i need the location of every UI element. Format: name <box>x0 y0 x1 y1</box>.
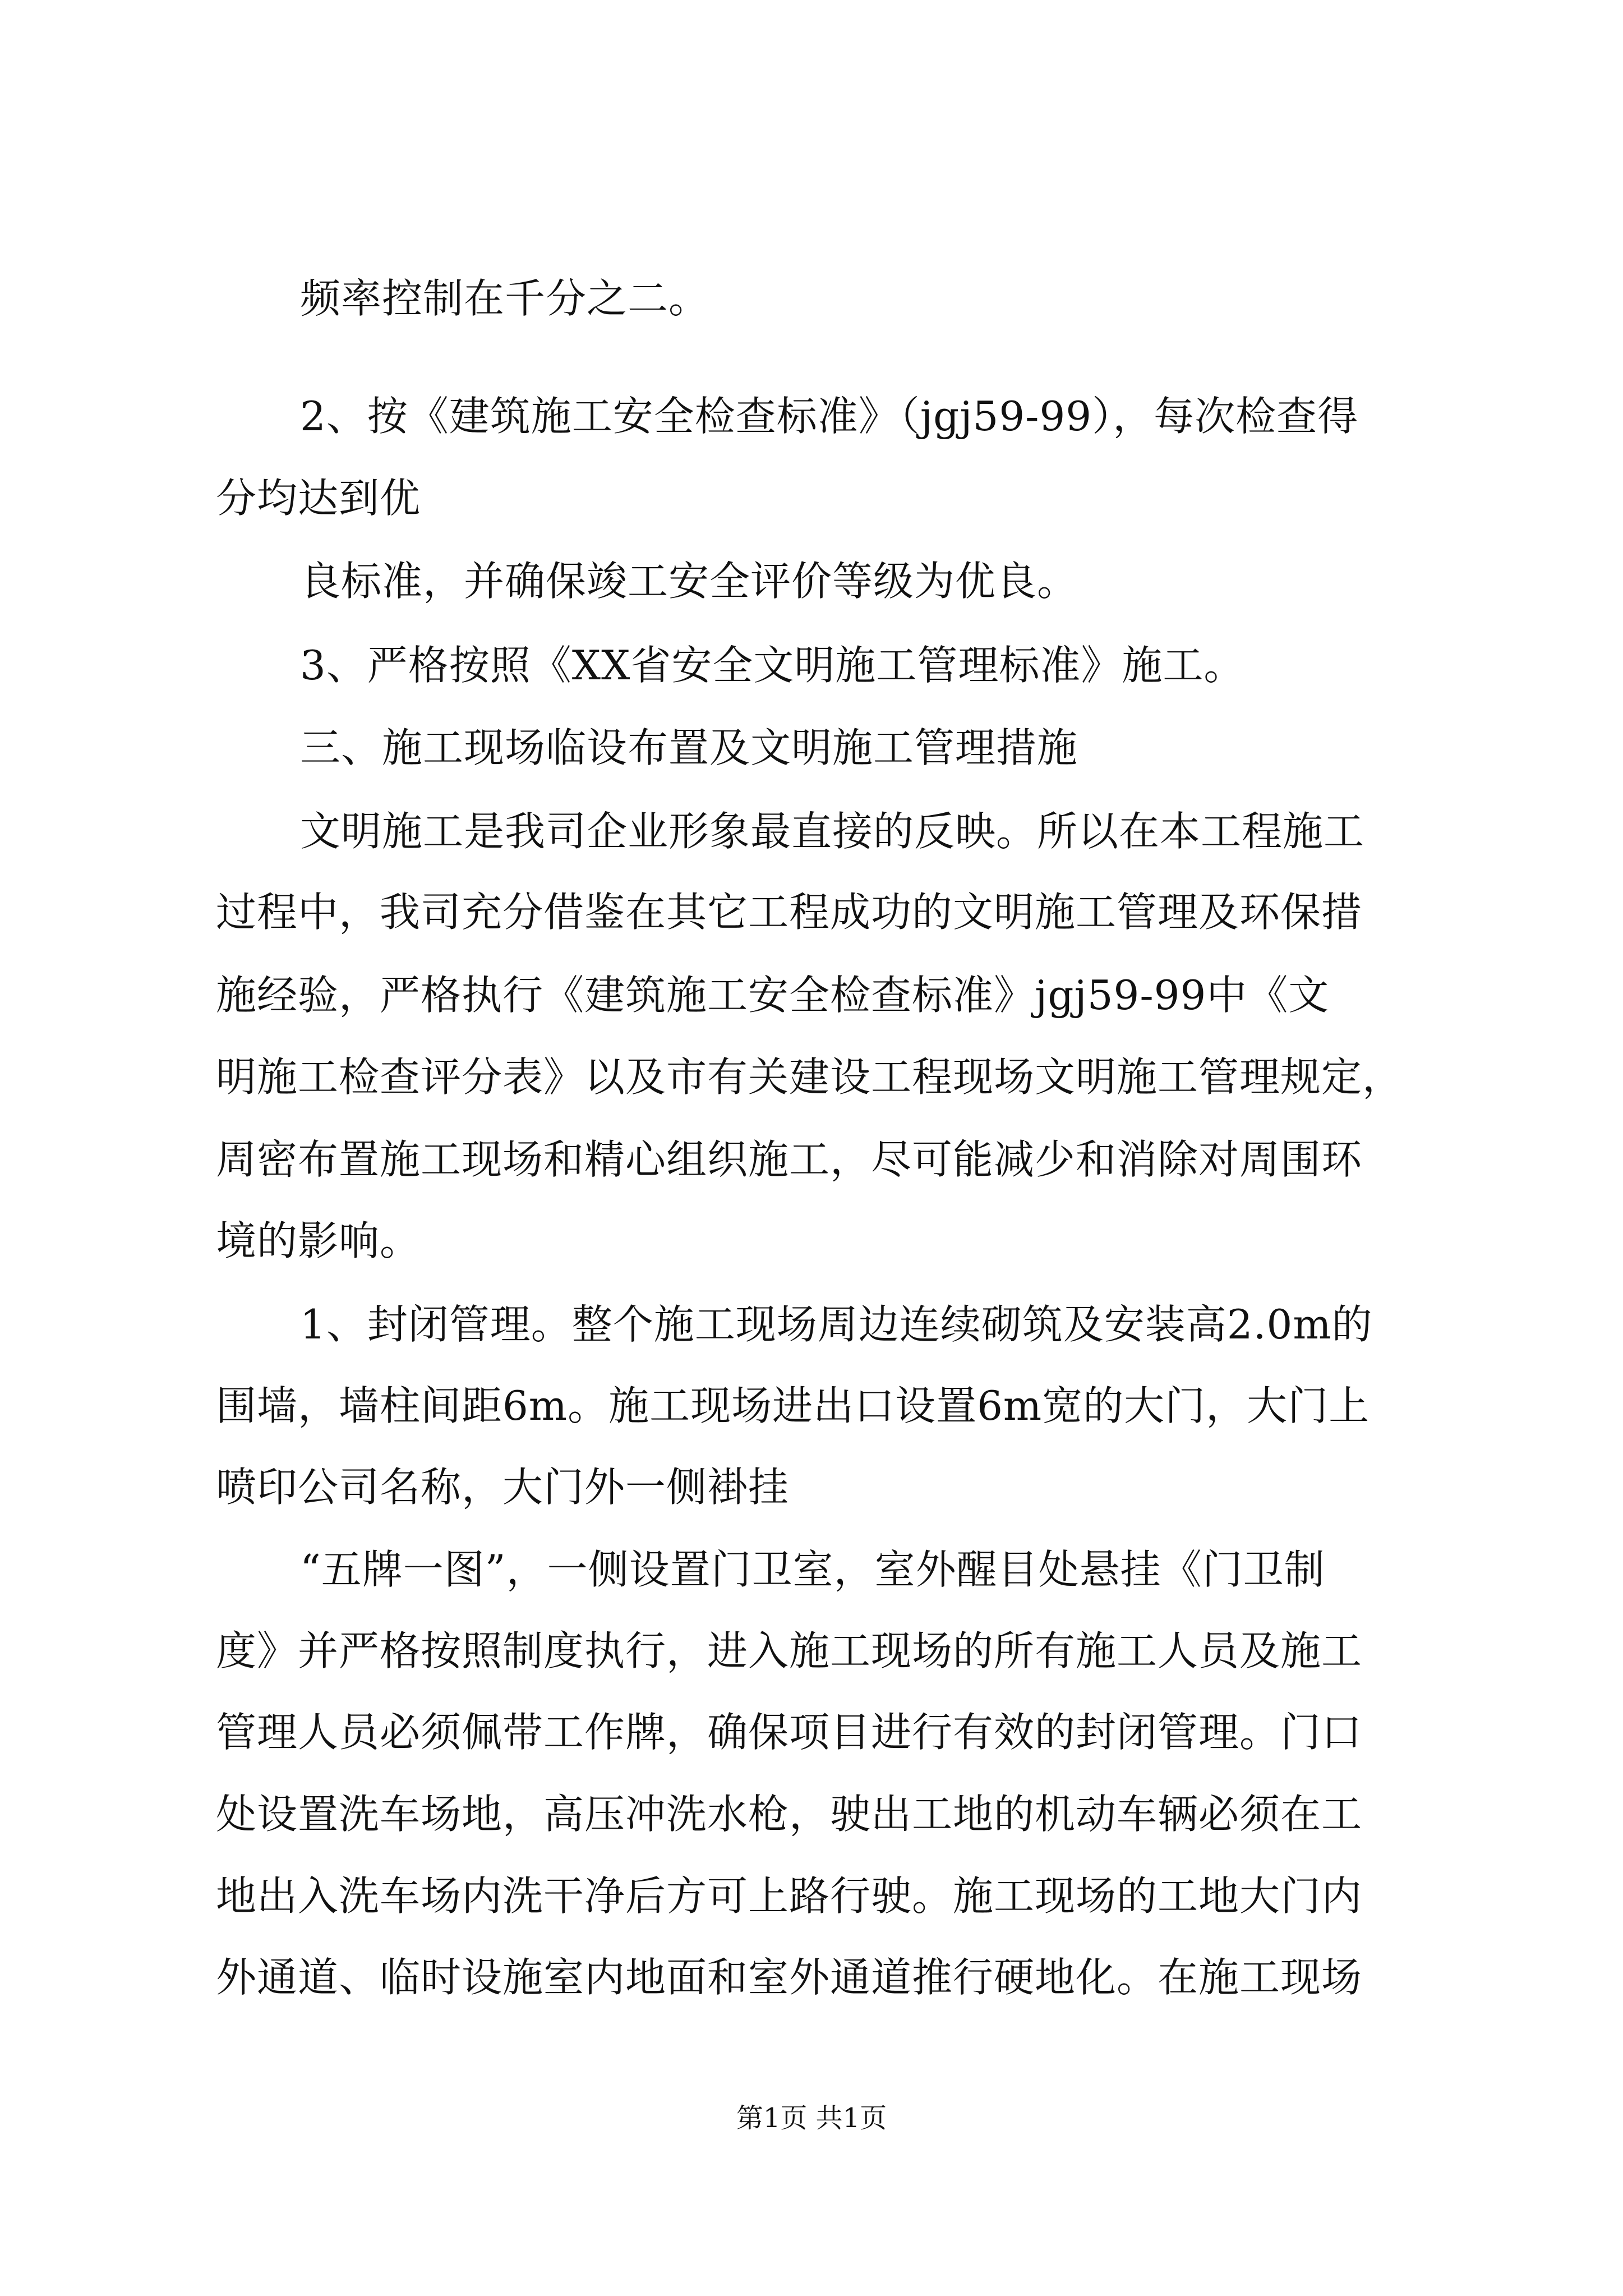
text-line: 境的影响。 <box>216 1217 421 1264</box>
text-line: 喷印公司名称，大门外一侧褂挂 <box>216 1464 790 1511</box>
text-line: 明施工检查评分表》以及市有关建设工程现场文明施工管理规定， <box>216 1053 1404 1101</box>
text-line: 频率控制在千分之二。 <box>300 275 710 322</box>
text-line: 3、严格按照《XX省安全文明施工管理标准》施工。 <box>300 642 1245 689</box>
text-line: 外通道、临时设施室内地面和室外通道推行硬地化。在施工现场 <box>216 1954 1363 2001</box>
page-footer: 第1页 共1页 <box>736 2102 887 2134</box>
text-line: 分均达到优 <box>216 475 421 522</box>
text-line: 良标准，并确保竣工安全评价等级为优良。 <box>300 558 1078 605</box>
text-line: 1、封闭管理。整个施工现场周边连续砌筑及安装高2.0m的 <box>300 1301 1373 1348</box>
text-line: 文明施工是我司企业形象最直接的反映。所以在本工程施工 <box>300 808 1365 855</box>
text-line: 周密布置施工现场和精心组织施工，尽可能减少和消除对周围环 <box>216 1136 1363 1183</box>
text-line: 地出入洗车场内洗干净后方可上路行驶。施工现场的工地大门内 <box>216 1872 1363 1920</box>
text-line: 过程中，我司充分借鉴在其它工程成功的文明施工管理及环保措 <box>216 889 1363 936</box>
text-line: 2、按《建筑施工安全检查标准》（jgj59-99），每次检查得 <box>300 393 1359 440</box>
text-line: 度》并严格按照制度执行，进入施工现场的所有施工人员及施工 <box>216 1627 1363 1674</box>
text-line: 处设置洗车场地，高压冲洗水枪，驶出工地的机动车辆必须在工 <box>216 1791 1363 1838</box>
text-line: “五牌一图”，一侧设置门卫室，室外醒目处悬挂《门卫制 <box>300 1546 1325 1593</box>
text-line: 施经验，严格执行《建筑施工安全检查标准》jgj59-99中《文 <box>216 972 1330 1019</box>
section-heading: 三、施工现场临设布置及文明施工管理措施 <box>300 724 1078 771</box>
text-line: 围墙，墙柱间距6m。施工现场进出口设置6m宽的大门，大门上 <box>216 1382 1370 1429</box>
text-line: 管理人员必须佩带工作牌，确保项目进行有效的封闭管理。门口 <box>216 1709 1363 1756</box>
